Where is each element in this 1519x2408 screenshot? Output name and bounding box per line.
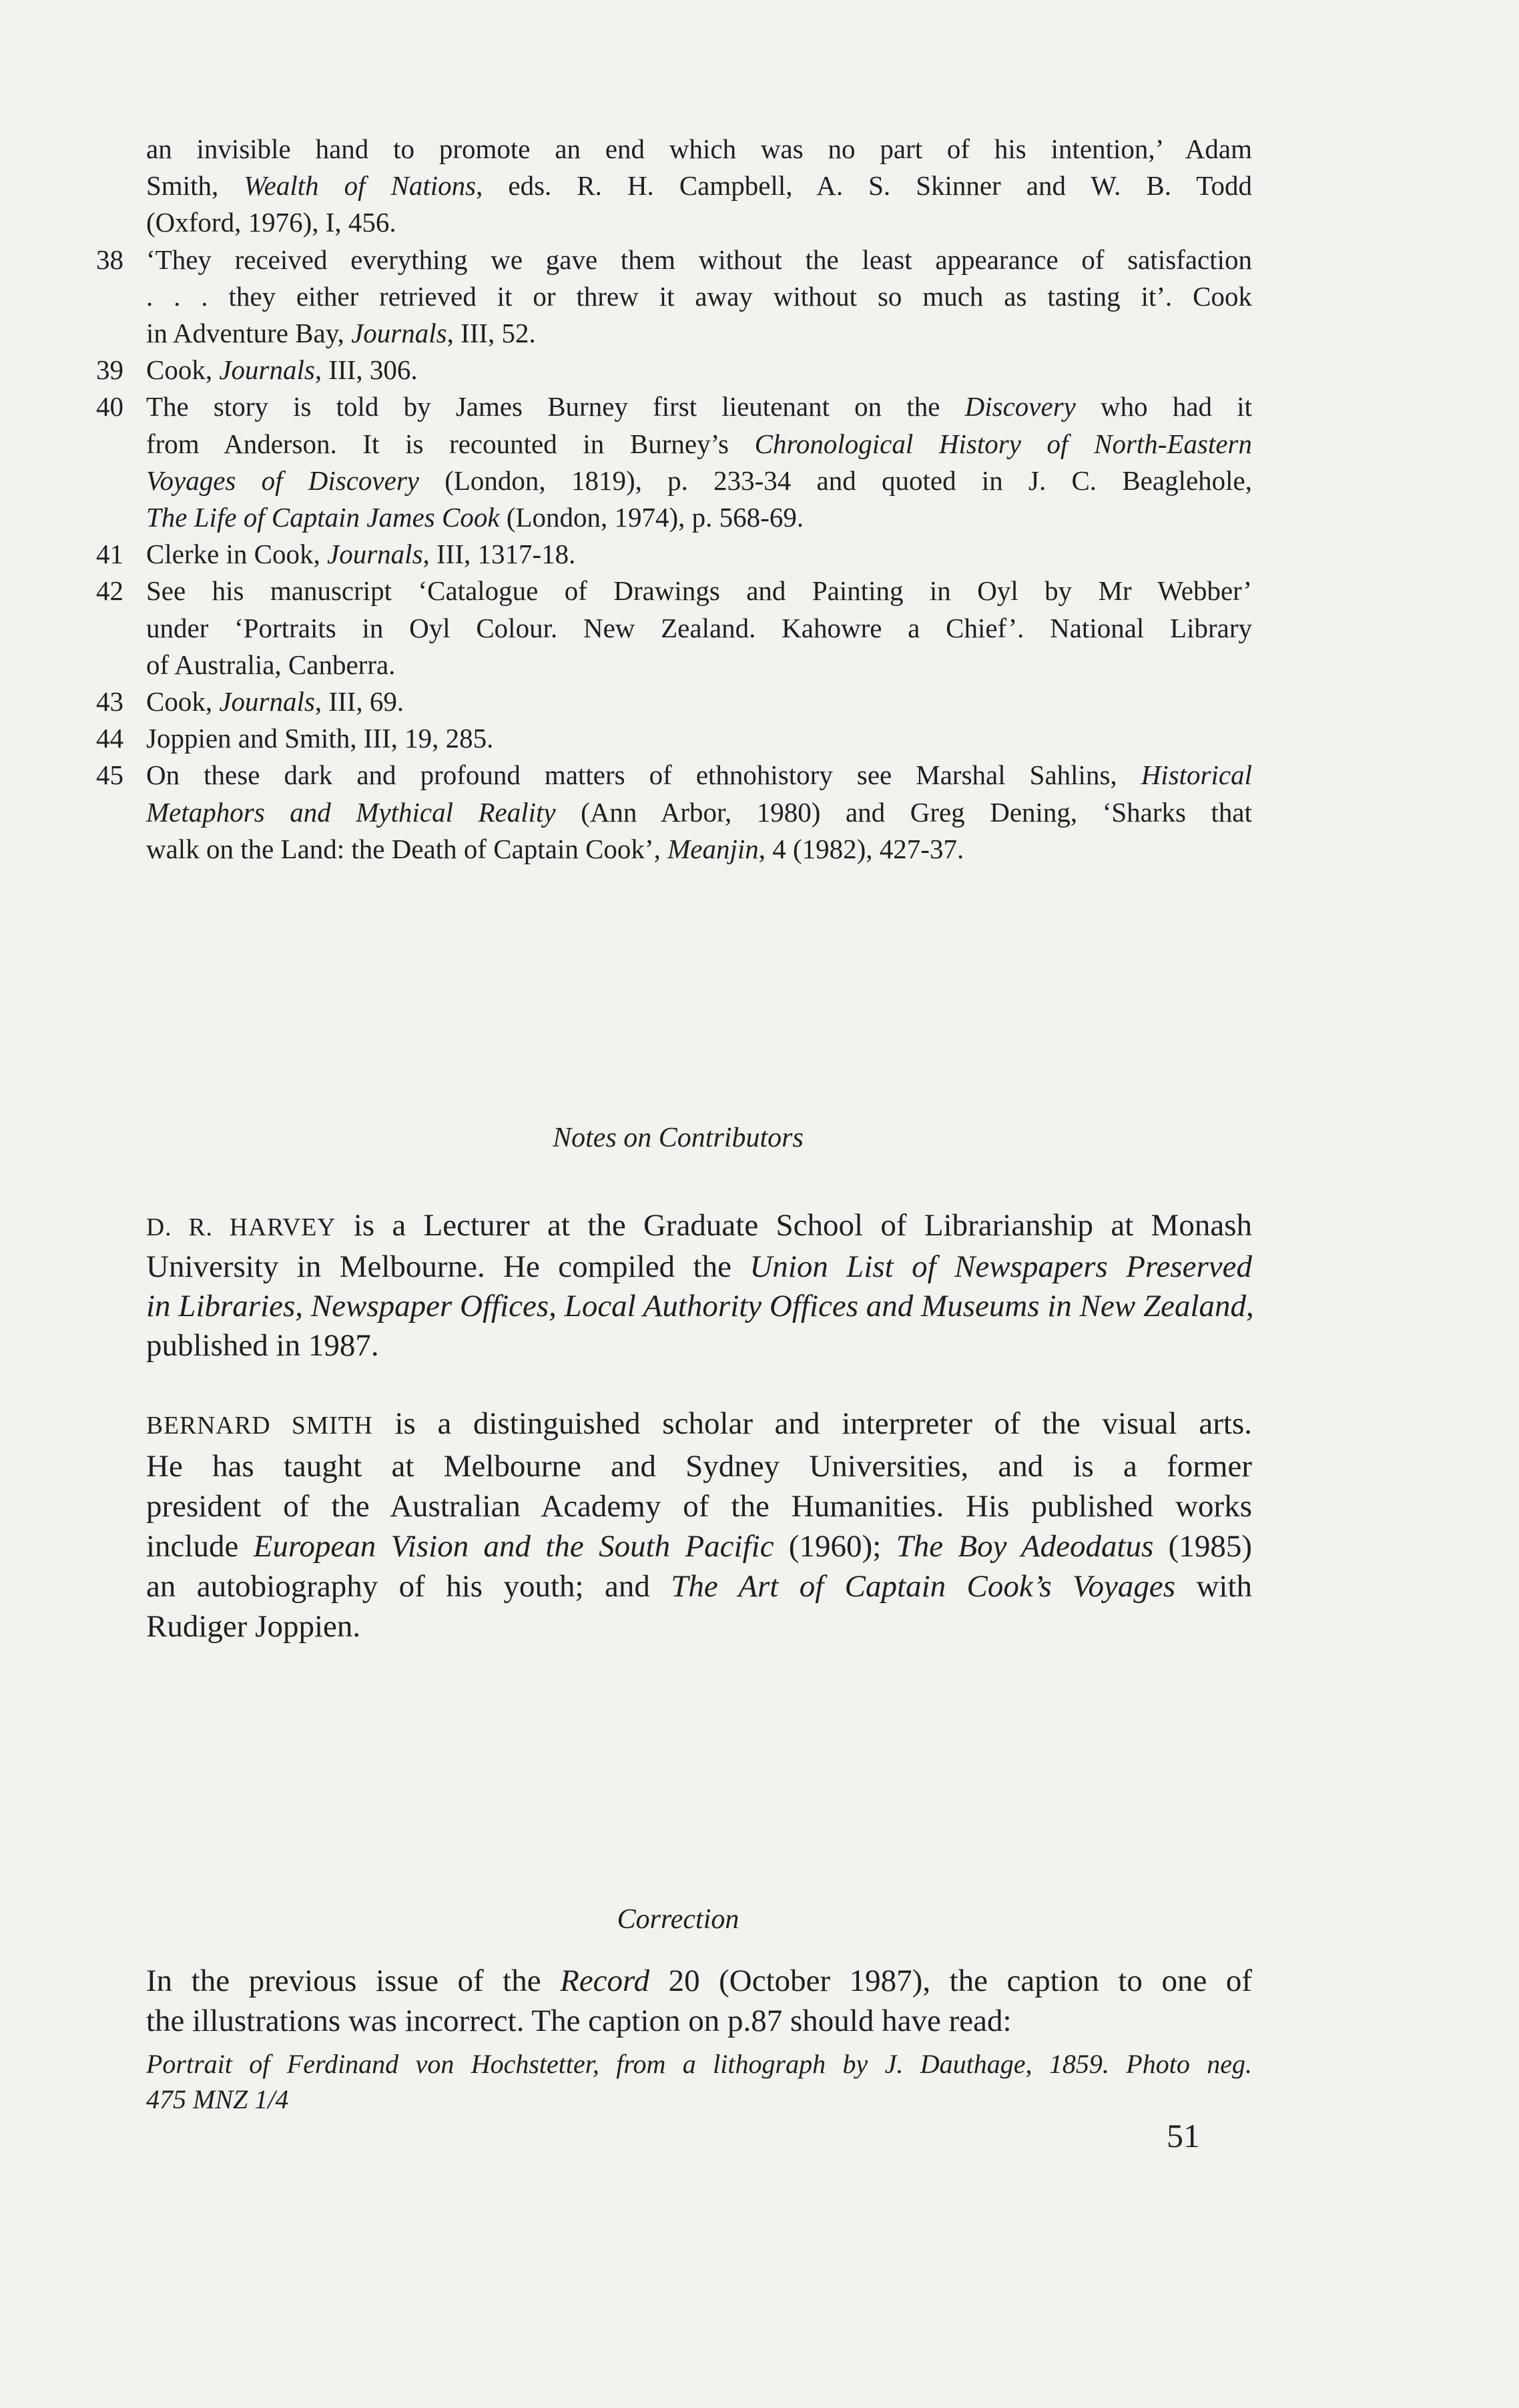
correction-caption	[146, 2046, 1252, 2117]
correction-heading: Correction	[617, 1904, 739, 1935]
page-number: 51	[1167, 2117, 1200, 2154]
text-run: , III, 52.	[446, 318, 536, 349]
italic-title: Journals	[219, 354, 315, 386]
endnote-line	[146, 131, 1252, 168]
note-number: 44	[96, 723, 123, 754]
italic-title: Journals	[219, 686, 315, 717]
italic-title: Historical	[1141, 760, 1252, 791]
contributor-line	[146, 1404, 1252, 1446]
endnote-line	[96, 352, 1252, 388]
endnote-line	[96, 573, 1252, 609]
text-run: in Adventure Bay,	[146, 318, 352, 349]
text-run: See his manuscript ‘Catalogue of Drawings and Painting in Oyl by Mr Webber’	[146, 575, 1252, 607]
endnote-line	[146, 426, 1252, 463]
text-run: University in Melbourne. He compiled the	[146, 1249, 750, 1284]
text-run: , eds. R. H. Campbell, A. S. Skinner and W. B. Todd	[476, 170, 1252, 202]
text-run: He has taught at Melbourne and Sydney Universities, and is a former	[146, 1449, 1252, 1484]
contributor-smith-paragraph	[146, 1404, 1252, 1646]
endnotes-list	[96, 131, 1252, 868]
correction-line	[146, 2001, 1252, 2041]
text-run: who had it	[1075, 391, 1252, 422]
text-run: Joppien and Smith, III, 19, 285.	[146, 723, 494, 754]
endnote-line	[146, 463, 1252, 499]
text-run: Clerke in Cook,	[146, 539, 328, 570]
italic-title: The Life of Captain James Cook	[146, 502, 500, 533]
italic-title: Meanjin	[667, 833, 759, 864]
endnote-line	[146, 610, 1252, 647]
text-run: president of the Australian Academy of the Humanities. His published works	[146, 1489, 1252, 1524]
italic-title: Wealth of Nations	[244, 170, 477, 202]
contributor-line	[146, 1326, 1252, 1366]
text-run: Smith,	[146, 170, 244, 202]
italic-title: Voyages of Discovery	[146, 465, 419, 496]
text-run: (London, 1974), p. 568-69.	[499, 502, 804, 533]
italic-title: Journals	[327, 539, 423, 570]
text-run: On these dark and profound matters of ethnohistory see Marshal Sahlins,	[146, 760, 1141, 791]
caption-line	[146, 2046, 1252, 2082]
contributor-line	[146, 1287, 1252, 1326]
contributor-line	[146, 1486, 1252, 1526]
endnote-line	[96, 720, 1252, 757]
endnote-line	[146, 647, 1252, 683]
text-run: , III, 1317-18.	[422, 539, 576, 570]
text-run: Rudiger Joppien.	[146, 1609, 361, 1644]
italic-title: Portrait of Ferdinand von Hochstetter, from a lithograph by J. Dauthage, 1859. Photo neg.	[146, 2049, 1252, 2079]
note-number: 39	[96, 354, 123, 386]
author-name: BERNARD SMITH	[146, 1412, 373, 1440]
text-run: an invisible hand to promote an end which was no part of his intention,’ Adam	[146, 133, 1252, 164]
text-run: (1960);	[774, 1529, 896, 1564]
text-run: (Ann Arbor, 1980) and Greg Dening, ‘Sharks that	[555, 796, 1252, 828]
endnote-line	[96, 242, 1252, 278]
text-run: from Anderson. It is recounted in Burney’s	[146, 428, 755, 459]
contributor-line	[146, 1446, 1252, 1486]
note-number: 40	[96, 391, 123, 422]
endnote-line	[96, 683, 1252, 720]
note-number: 43	[96, 686, 123, 717]
correction-body	[146, 1961, 1252, 2041]
text-run: 20 (October 1987), the caption to one of	[649, 1964, 1252, 1998]
italic-title: 475 MNZ 1/4	[146, 2084, 289, 2114]
italic-title: The Boy Adeodatus	[896, 1529, 1154, 1564]
text-run: , 4 (1982), 427-37.	[758, 833, 964, 864]
note-number: 41	[96, 539, 123, 570]
text-run: ‘They received everything we gave them without the least appearance of satisfaction	[146, 244, 1252, 275]
italic-title: Metaphors and Mythical Reality	[146, 796, 556, 828]
text-run: . . . they either retrieved it or threw it away without so much as tasting it’. Cook	[146, 280, 1252, 312]
text-run: , III, 69.	[314, 686, 404, 717]
contributors-heading: Notes on Contributors	[553, 1123, 804, 1153]
text-run: , III, 306.	[314, 354, 418, 386]
endnote-line	[146, 794, 1252, 831]
text-run: is a distinguished scholar and interpreter of the visual arts.	[372, 1406, 1252, 1441]
italic-title: European Vision and the South Pacific	[253, 1529, 774, 1564]
text-run: under ‘Portraits in Oyl Colour. New Zealand. Kahowre a Chief’. National Library	[146, 612, 1252, 643]
endnote-line	[146, 499, 1252, 536]
contributor-line	[146, 1247, 1252, 1287]
author-name: D. R. HARVEY	[146, 1214, 336, 1241]
text-run: ,	[1246, 1289, 1254, 1323]
text-run: Cook,	[146, 686, 220, 717]
italic-title: Chronological History of North-Eastern	[754, 428, 1252, 459]
contributor-line	[146, 1566, 1252, 1606]
endnote-line	[96, 536, 1252, 573]
italic-title: The Art of Captain Cook’s Voyages	[671, 1569, 1176, 1604]
text-run: of Australia, Canberra.	[146, 649, 396, 680]
text-run: (Oxford, 1976), I, 456.	[146, 207, 396, 238]
italic-title: Record	[560, 1964, 650, 1998]
note-number: 38	[96, 244, 123, 275]
endnote-line	[96, 388, 1252, 425]
text-run: published in 1987.	[146, 1328, 379, 1363]
italic-title: Journals	[351, 318, 447, 349]
text-run: (1985)	[1153, 1529, 1252, 1564]
endnote-line	[146, 831, 1252, 868]
contributor-line	[146, 1606, 1252, 1646]
italic-title: Discovery	[964, 391, 1076, 422]
contributor-harvey-paragraph	[146, 1206, 1252, 1366]
endnote-line	[146, 168, 1252, 204]
italic-title: in Libraries, Newspaper Offices, Local Authority Offices and Museums in New Zealand	[146, 1289, 1247, 1323]
text-run: include	[146, 1529, 254, 1564]
correction-line	[146, 1961, 1252, 2001]
note-number: 45	[96, 760, 123, 791]
text-run: with	[1175, 1569, 1253, 1604]
text-run: an autobiography of his youth; and	[146, 1569, 671, 1604]
text-run: is a Lecturer at the Graduate School of Librarianship at Monash	[336, 1208, 1253, 1243]
text-run: the illustrations was incorrect. The caption on p.87 should have read:	[146, 2004, 1012, 2038]
text-run: In the previous issue of the	[146, 1964, 561, 1998]
text-run: The story is told by James Burney first lieutenant on the	[146, 391, 965, 422]
endnote-line	[96, 757, 1252, 794]
italic-title: Union List of Newspapers Preserved	[749, 1249, 1252, 1284]
endnote-line	[146, 278, 1252, 315]
contributor-line	[146, 1206, 1252, 1247]
text-run: Cook,	[146, 354, 220, 386]
contributor-line	[146, 1526, 1252, 1566]
endnote-line	[146, 315, 1252, 352]
caption-line	[146, 2082, 1252, 2117]
endnote-line	[146, 204, 1252, 241]
text-run: (London, 1819), p. 233-34 and quoted in J. C. Beaglehole,	[418, 465, 1252, 496]
note-number: 42	[96, 575, 123, 607]
text-run: walk on the Land: the Death of Captain Cook’,	[146, 833, 668, 864]
